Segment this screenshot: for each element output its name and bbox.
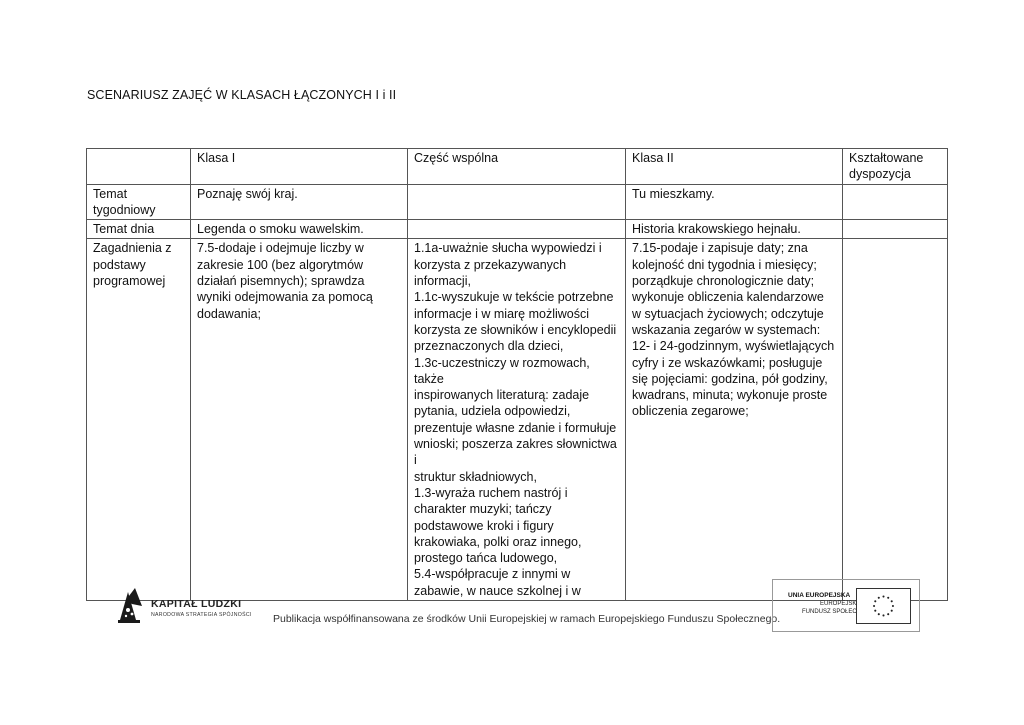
wspolna-line: inspirowanych literaturą: zadaje — [414, 388, 590, 403]
wspolna-line: informacje i w miarę możliwości — [414, 306, 590, 321]
wspolna-line: 1.3c-uczestniczy w rozmowach, także — [414, 355, 590, 386]
cell-zagadnienia-klasa-2: 7.15-podaje i zapisuje daty; zna kolejność dni tygodnia i miesięcy; porządkuje chronologicznie daty; wykonuje obliczenia kalendarzowe w sytuacjach życiowych; odczytuje wskazania zegarów w systemach: 12- i 24-godzinnym, wyświetlających cyfry i ze wskazówkami; posługuje się pojęciami: godzina, pół godziny, kwadrans, minuta; wykonuje proste obliczenia zegarowe; — [626, 239, 843, 601]
row-label-temat-tygodniowy: Temat tygodniowy — [87, 184, 191, 220]
table-header-row — [87, 149, 948, 185]
wspolna-line: przeznaczonych dla dzieci, — [414, 339, 564, 354]
wspolna-line: 5.4-współpracuje z innymi w — [414, 567, 571, 582]
row-label-zagadnienia: Zagadnienia z podstawy programowej — [87, 239, 191, 601]
zagadnienia-wspolna-lines — [414, 240, 619, 599]
cell-temat-tygodniowy-dyspozycje — [843, 184, 948, 220]
cell-temat-dnia-dyspozycje — [843, 220, 948, 239]
cell-temat-dnia-wspolna — [408, 220, 626, 239]
wspolna-line: prostego tańca ludowego, — [414, 551, 558, 566]
wspolna-line: 1.1c-wyszukuje w tekście potrzebne — [414, 290, 614, 305]
eu-fund-line-2: FUNDUSZ SPOŁECZNY — [802, 609, 869, 615]
header-klasa-1: Klasa I — [191, 149, 408, 185]
cell-temat-dnia-klasa-2: Historia krakowskiego hejnału. — [626, 220, 843, 239]
cell-temat-tygodniowy-klasa-2: Tu mieszkamy. — [626, 184, 843, 220]
cell-zagadnienia-klasa-1: 7.5-dodaje i odejmuje liczby w zakresie 100 (bez algorytmów działań pisemnych); sprawdza wyniki odejmowania za pomocą dodawania; — [191, 239, 408, 601]
kapital-ludzki-name: KAPITAŁ LUDZKI — [151, 598, 242, 610]
header-dyspozycje: Kształtowane dyspozycja — [843, 149, 948, 185]
wspolna-line: charakter muzyki; tańczy — [414, 502, 552, 517]
header-corner-cell — [87, 149, 191, 185]
wspolna-line: pytania, udziela odpowiedzi, — [414, 404, 571, 419]
wspolna-line: prezentuje własne zdanie i formułuje — [414, 420, 617, 435]
row-label-temat-dnia: Temat dnia — [87, 220, 191, 239]
funding-statement: Publikacja współfinansowana ze środków Unii Europejskiej w ramach Europejskiego Funduszu Społecznego. — [273, 613, 781, 625]
wspolna-line: krakowiaka, polki oraz innego, — [414, 534, 582, 549]
cell-temat-tygodniowy-klasa-1: Poznaję swój kraj. — [191, 184, 408, 220]
table-row-temat-dnia — [87, 220, 948, 239]
cell-zagadnienia-dyspozycje — [843, 239, 948, 601]
wspolna-line: podstawowe kroki i figury — [414, 518, 554, 533]
wspolna-line: korzysta z przekazywanych — [414, 257, 567, 272]
cell-zagadnienia-wspolna — [408, 239, 626, 601]
cell-temat-tygodniowy-wspolna — [408, 184, 626, 220]
header-klasa-2: Klasa II — [626, 149, 843, 185]
wspolna-line: informacji, — [414, 274, 471, 289]
wspolna-line: korzysta ze słowników i encyklopedii — [414, 322, 617, 337]
table-row-temat-tygodniowy — [87, 184, 948, 220]
eu-fund-line-1: EUROPEJSKI — [820, 601, 859, 607]
wspolna-line: struktur składniowych, — [414, 469, 537, 484]
wspolna-line: 1.3-wyraża ruchem nastrój i — [414, 485, 568, 500]
scenario-table — [86, 148, 948, 601]
document-title: SCENARIUSZ ZAJĘĆ W KLASACH ŁĄCZONYCH I i II — [87, 88, 397, 102]
wspolna-line: 1.1a-uważnie słucha wypowiedzi i — [414, 241, 602, 256]
kapital-ludzki-subtitle: NARODOWA STRATEGIA SPÓJNOŚCI — [151, 612, 252, 618]
header-czesc-wspolna: Część wspólna — [408, 149, 626, 185]
wspolna-line: zabawie, w nauce szkolnej i w — [414, 583, 581, 598]
wspolna-line: wnioski; poszerza zakres słownictwa i — [414, 437, 617, 468]
eu-title: UNIA EUROPEJSKA — [788, 592, 851, 599]
cell-temat-dnia-klasa-1: Legenda o smoku wawelskim. — [191, 220, 408, 239]
table-row-zagadnienia — [87, 239, 948, 601]
